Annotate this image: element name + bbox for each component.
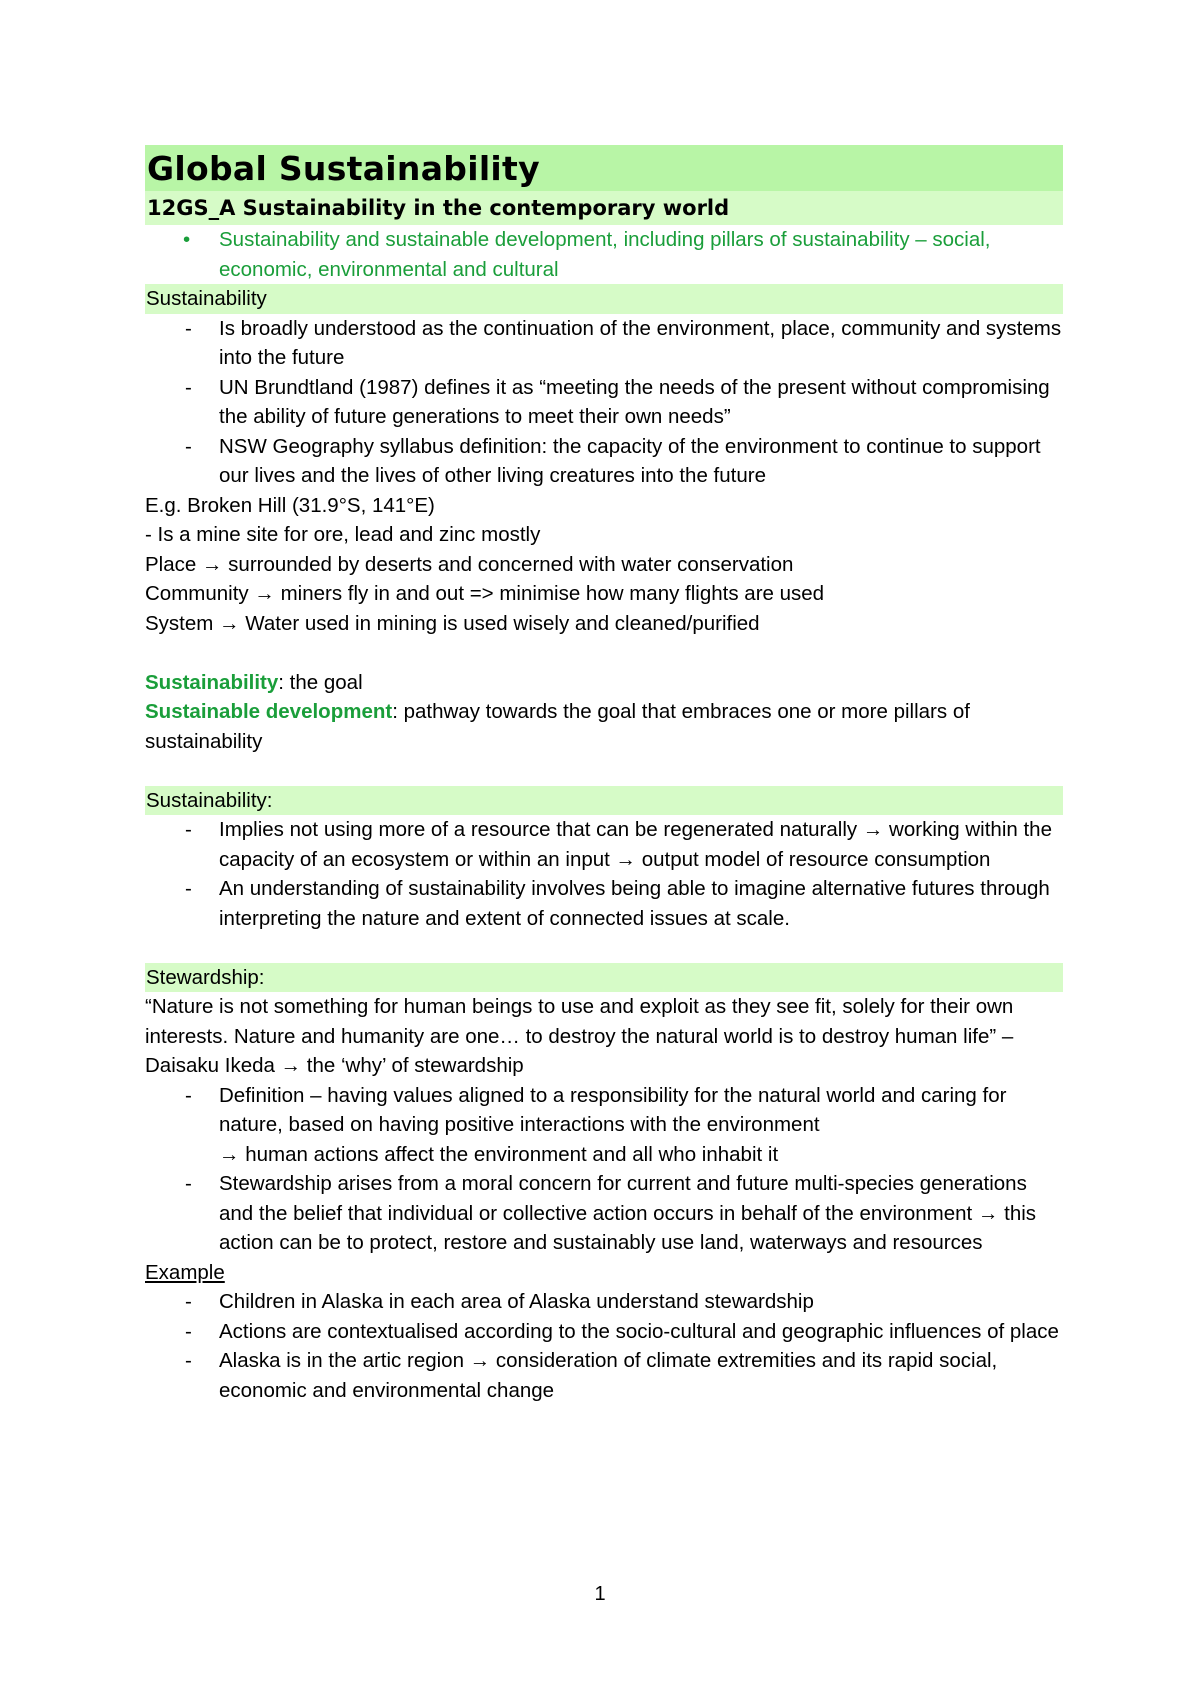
syllabus-list	[145, 225, 1063, 284]
arrow-icon: →	[977, 1201, 999, 1225]
list-item: - An understanding of sustainability involves being able to imagine alternative futures through interpreting the nature and extent of connected issues at scale.	[145, 874, 1063, 933]
list-item: - Is broadly understood as the continuation of the environment, place, community and systems into the future	[145, 314, 1063, 373]
syllabus-point: • Sustainability and sustainable development, including pillars of sustainability – social, economic, environmental and cultural	[145, 225, 1063, 284]
arrow-icon: →	[254, 582, 275, 605]
mine-line: - Is a mine site for ore, lead and zinc mostly	[145, 523, 541, 546]
list-item: - UN Brundtland (1987) defines it as “meeting the needs of the present without compromising the ability of future generations to meet their own needs”	[145, 373, 1063, 432]
document-page	[145, 145, 1063, 1405]
stewardship-list	[145, 1081, 1063, 1258]
page-number: 1	[594, 1583, 606, 1605]
list-item: - NSW Geography syllabus definition: the capacity of the environment to continue to support our lives and the lives of other living creatures into the future	[145, 432, 1063, 491]
example-line: E.g. Broken Hill (31.9°S, 141°E)	[145, 493, 435, 517]
list-item: - Actions are contextualised according to the socio-cultural and geographic influences of place	[145, 1317, 1063, 1347]
ikeda-quote: “Nature is not something for human beings to use and exploit as they see fit, solely for their own interests. Nature and humanity are one… to destroy the natural world is to destroy human life” – Daisaku Ikeda → the ‘why’ of stewardship	[145, 995, 1014, 1077]
sustainability-implications-list	[145, 815, 1063, 933]
arrow-icon: →	[280, 1054, 302, 1077]
definition-sustainable-development: Sustainable development: pathway towards the goal that embraces one or more pillars of sustainability	[145, 700, 970, 753]
section-heading-sustainability: Sustainability	[145, 284, 1063, 314]
example-heading: Example	[145, 1260, 225, 1284]
arrow-icon: →	[862, 818, 884, 841]
document-subtitle: 12GS_A Sustainability in the contemporary world	[145, 191, 1063, 225]
list-item: - Stewardship arises from a moral concern for current and future multi-species generations and the belief that individual or collective action occurs in behalf of the environment → this action can be to protect, restore and sustainably use land, waterways and resources	[145, 1169, 1063, 1258]
arrow-icon: →	[201, 552, 223, 576]
arrow-icon: →	[469, 1349, 491, 1372]
list-item: - Alaska is in the artic region → consideration of climate extremities and its rapid social, economic and environmental change	[145, 1346, 1063, 1405]
community-line: Community → miners fly in and out => minimise how many flights are used	[145, 582, 825, 605]
section-heading-sustainability-2: Sustainability:	[145, 786, 1063, 816]
list-item: - Definition – having values aligned to a responsibility for the natural world and caring for nature, based on having positive interactions with the environment → human actions affect the environment and all who inhabit it	[145, 1081, 1063, 1170]
list-item: - Children in Alaska in each area of Alaska understand stewardship	[145, 1287, 1063, 1317]
section-heading-stewardship: Stewardship:	[145, 963, 1063, 993]
arrow-icon: →	[615, 847, 637, 871]
list-item: - Implies not using more of a resource that can be regenerated naturally → working within the capacity of an ecosystem or within an input → output model of resource consumption	[145, 815, 1063, 874]
arrow-icon: →	[219, 1142, 240, 1166]
example-list	[145, 1287, 1063, 1405]
definition-sustainability: Sustainability: the goal	[145, 670, 363, 694]
place-line: Place → surrounded by deserts and concerned with water conservation	[145, 552, 794, 576]
arrow-icon: →	[219, 611, 240, 635]
document-title: Global Sustainability	[145, 145, 1063, 191]
sustainability-list	[145, 314, 1063, 491]
system-line: System → Water used in mining is used wisely and cleaned/purified	[145, 611, 760, 635]
